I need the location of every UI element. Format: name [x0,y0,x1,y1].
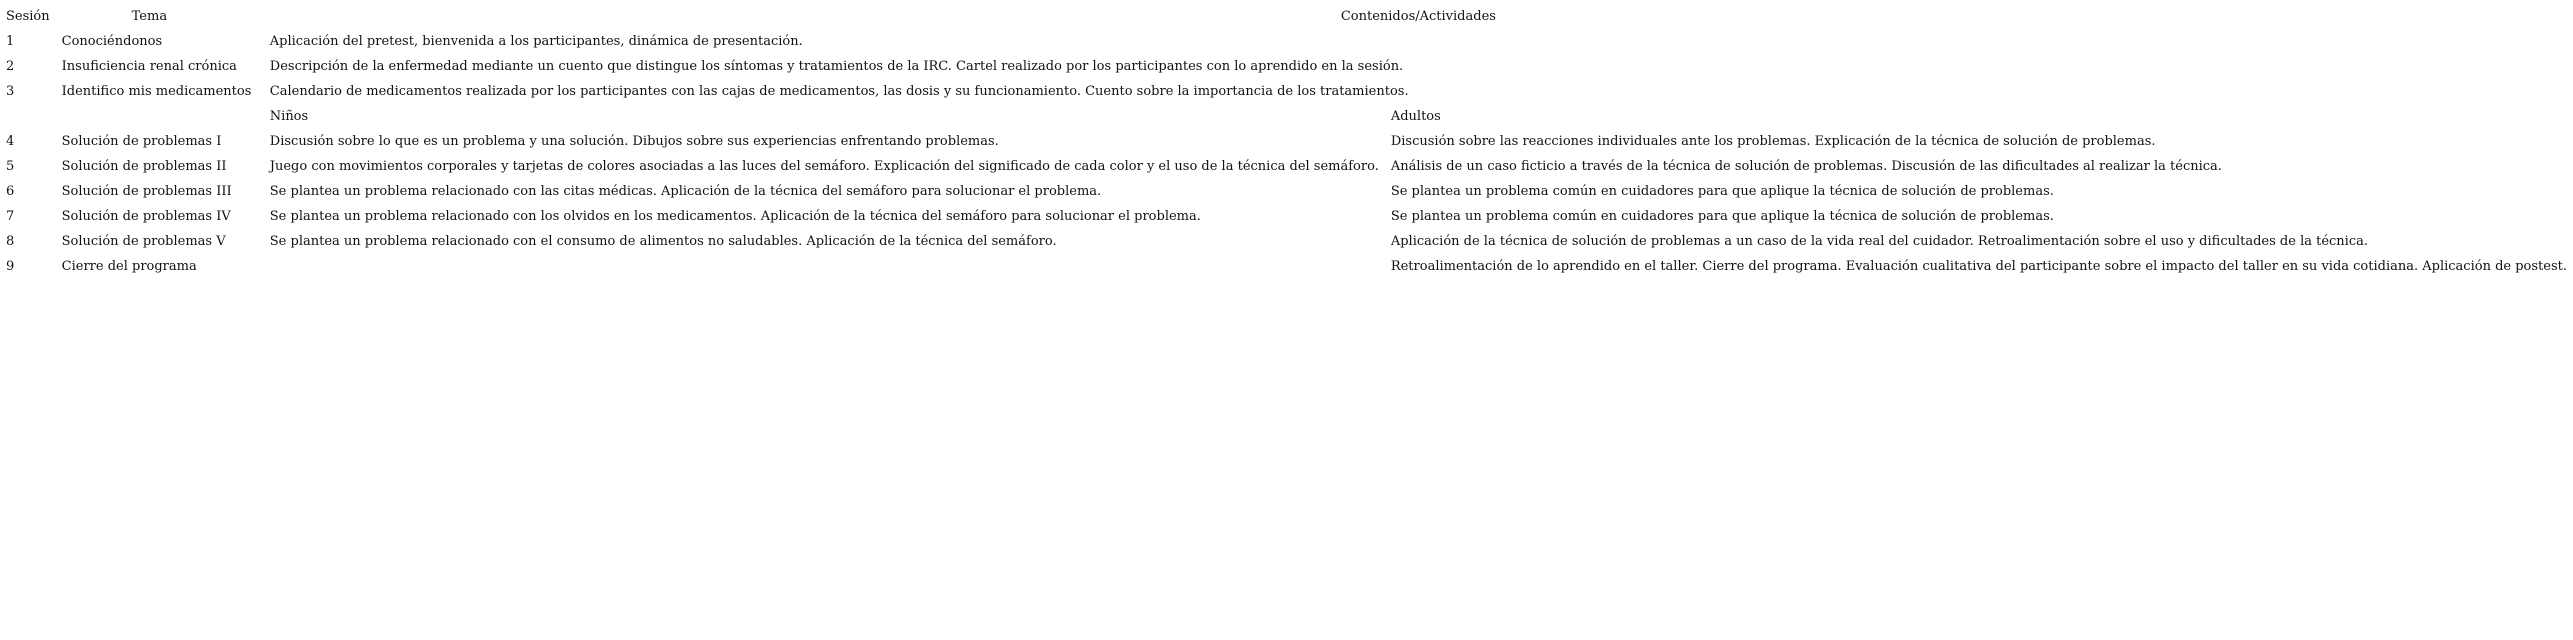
session-topic: Solución de problemas I [61,134,222,149]
session-number: 3 [6,84,15,99]
session-number: 1 [6,34,15,49]
content-ninos [264,254,1385,279]
session-topic: Identifico mis medicamentos [61,84,252,99]
group-ninos: Niños [269,109,309,124]
session-content: Calendario de medicamentos realizada por los participantes con las cajas de medicamentos, las dosis y su funcionamiento. Cuento sobre la importancia de los tratamientos. [269,84,1409,99]
table-row [0,179,2573,204]
header-contenidos: Contenidos/Actividades [1340,9,1496,24]
content-ninos: Juego con movimientos corporales y tarjetas de colores asociadas a las luces del semáforo. Explicación del significado de cada color y el uso de la técnica del semáforo. [269,159,1379,174]
group-header-row [0,104,2573,129]
content-adultos: Discusión sobre las reacciones individuales ante los problemas. Explicación de la técnica de solución de problemas. [1390,134,2156,149]
session-number: 8 [6,234,15,249]
table-row [0,254,2573,279]
session-topic: Cierre del programa [61,259,197,274]
session-content: Aplicación del pretest, bienvenida a los participantes, dinámica de presentación. [269,34,803,49]
table-row [0,79,2573,104]
session-topic: Solución de problemas V [61,234,226,249]
content-ninos: Discusión sobre lo que es un problema y una solución. Dibujos sobre sus experiencias enfrentando problemas. [269,134,999,149]
session-number: 7 [6,209,15,224]
table-row [0,229,2573,254]
content-adultos: Se plantea un problema común en cuidadores para que aplique la técnica de solución de problemas. [1390,184,2054,199]
content-adultos: Se plantea un problema común en cuidadores para que aplique la técnica de solución de problemas. [1390,209,2054,224]
group-adultos: Adultos [1390,109,1441,124]
session-topic: Insuficiencia renal crónica [61,59,237,74]
session-number: 5 [6,159,15,174]
table-row [0,129,2573,154]
content-adultos: Retroalimentación de lo aprendido en el taller. Cierre del programa. Evaluación cualitativa del participante sobre el impacto del taller en su vida cotidiana. Aplicación de postest. [1390,259,2567,274]
session-topic: Conociéndonos [61,34,163,49]
session-number: 9 [6,259,15,274]
session-number: 2 [6,59,15,74]
session-number: 4 [6,134,15,149]
content-adultos: Aplicación de la técnica de solución de problemas a un caso de la vida real del cuidador. Retroalimentación sobre el uso y dificultades de la técnica. [1390,234,2369,249]
content-ninos: Se plantea un problema relacionado con las citas médicas. Aplicación de la técnica del semáforo para solucionar el problema. [269,184,1102,199]
header-tema: Tema [131,9,168,24]
content-adultos: Análisis de un caso ficticio a través de la técnica de solución de problemas. Discusión de las dificultades al realizar la técnica. [1390,159,2222,174]
content-ninos: Se plantea un problema relacionado con el consumo de alimentos no saludables. Aplicación de la técnica del semáforo. [269,234,1057,249]
session-topic: Solución de problemas IV [61,209,231,224]
session-content: Descripción de la enfermedad mediante un cuento que distingue los síntomas y tratamientos de la IRC. Cartel realizado por los participantes con lo aprendido en la sesión. [269,59,1404,74]
session-topic: Solución de problemas II [61,159,227,174]
table-row [0,54,2573,79]
sessions-table [0,4,2573,279]
session-topic: Solución de problemas III [61,184,232,199]
table-row [0,204,2573,229]
session-number: 6 [6,184,15,199]
content-ninos: Se plantea un problema relacionado con los olvidos en los medicamentos. Aplicación de la técnica del semáforo para solucionar el problema. [269,209,1201,224]
table-row [0,29,2573,54]
table-row [0,154,2573,179]
header-sesion: Sesión [6,9,50,24]
header-row [0,4,2573,29]
